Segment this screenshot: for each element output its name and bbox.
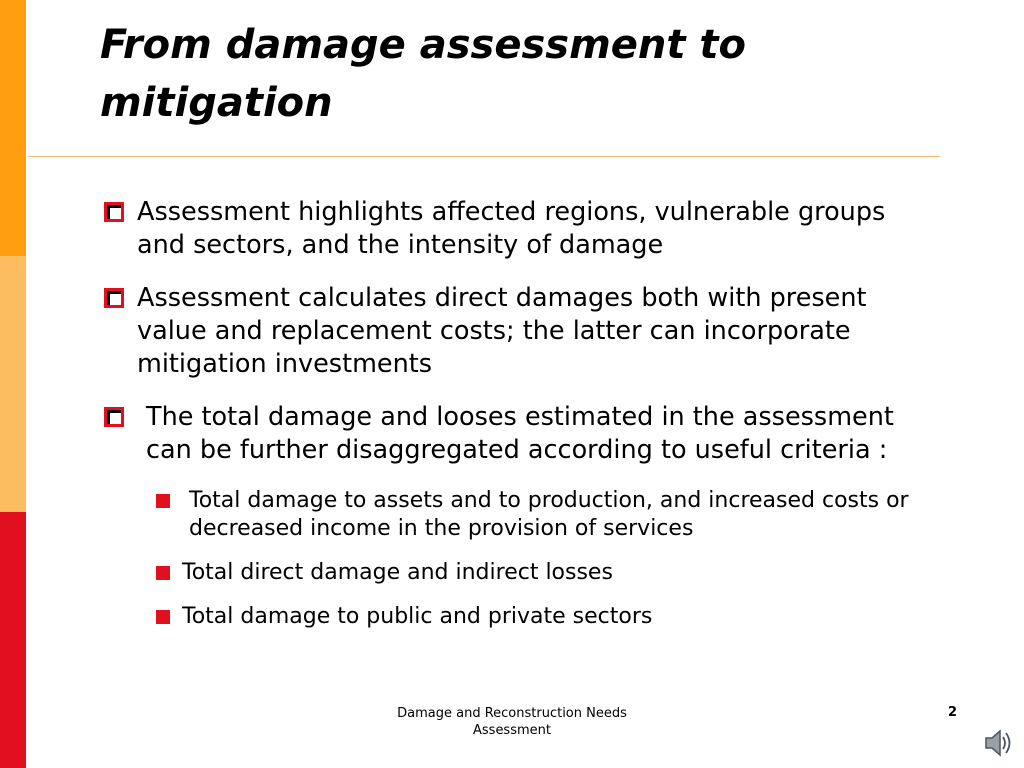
filled-square-icon [156,610,170,624]
slide-title: From damage assessment to mitigation [100,22,747,126]
sub-bullet-text: Total direct damage and indirect losses [182,560,613,585]
sub-bullet-item [156,559,924,587]
speaker-icon[interactable] [982,726,1012,760]
bullet-item [104,401,924,467]
sub-bullet-item [156,603,924,631]
side-bar-light-orange [0,256,26,512]
side-bar-orange [0,0,26,256]
bullet-text: The total damage and looses estimated in the assessment can be further disaggregated according to useful criteria : [146,402,894,465]
hollow-square-icon [104,288,124,308]
filled-square-icon [156,494,170,508]
hollow-square-icon [104,407,124,427]
filled-square-icon [156,566,170,580]
side-bar-red [0,512,26,768]
sub-bullet-text: Total damage to public and private sectors [182,604,653,629]
slide-footer: Damage and Reconstruction Needs Assessment [397,706,627,738]
bullet-text: Assessment calculates direct damages both with present value and replacement costs; the latter can incorporate mitigation investments [137,283,867,379]
bullet-item [104,282,924,381]
bullet-text: Assessment highlights affected regions, vulnerable groups and sectors, and the intensity of damage [137,197,886,260]
sub-bullet-item [156,487,924,543]
bullet-item [104,196,924,262]
title-divider [28,156,940,157]
page-number: 2 [948,705,958,720]
slide-body [104,196,924,647]
sub-bullet-text: Total damage to assets and to production, and increased costs or decreased income in the provision of services [189,488,909,541]
hollow-square-icon [104,202,124,222]
